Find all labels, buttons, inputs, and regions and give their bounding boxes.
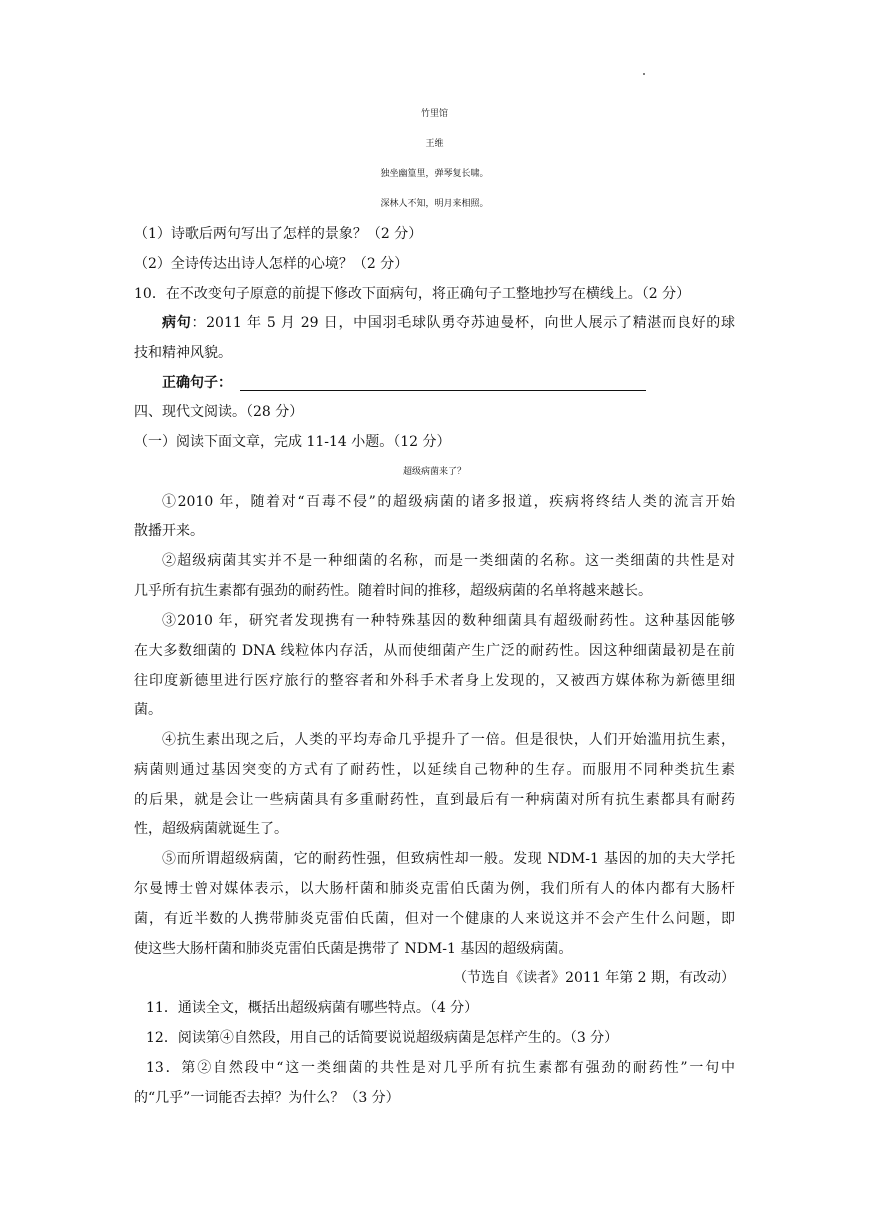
poem-author: 王维 — [425, 139, 444, 149]
paragraph-4-line-2: 病菌则通过基因突变的方式有了耐药性，以延续自己物种的生存。而服用不同种类抗生素 — [134, 762, 735, 778]
paragraph-1-line-1: ①2010 年，随着对“百毒不侵”的超级病菌的诸多报道，疾病将终结人类的流言开始 — [162, 494, 735, 510]
stray-dot-mark — [643, 73, 645, 75]
sick-sentence-line-2: 技和精神风貌。 — [134, 345, 232, 361]
question-13-line-2: 的“几乎”一词能否去掉？为什么？（3 分） — [134, 1090, 400, 1106]
paragraph-2-line-1: ②超级病菌其实并不是一种细菌的名称，而是一类细菌的名称。这一类细菌的共性是对 — [162, 553, 735, 569]
question-11: 11．通读全文，概括出超级病菌有哪些特点。（4 分） — [146, 1000, 479, 1016]
source-note: （节选自《读者》2011 年第 2 期，有改动） — [453, 970, 735, 986]
poem-line-2: 深林人不知，明月来相照。 — [380, 199, 489, 209]
paragraph-3-line-2: 在大多数细菌的 DNA 线粒体内存活，从而使细菌产生广泛的耐药性。因这种细菌最初是在前 — [134, 643, 735, 659]
question-13-line-1: 13．第②自然段中“这一类细菌的共性是对几乎所有抗生素都有强劲的耐药性”一句中 — [146, 1060, 735, 1076]
paragraph-5-line-1: ⑤而所谓超级病菌，它的耐药性强，但致病性却一般。发现 NDM-1 基因的加的夫大学托 — [162, 851, 735, 867]
poem-title: 竹里馆 — [420, 109, 448, 119]
paragraph-4-line-1: ④抗生素出现之后，人类的平均寿命几乎提升了一倍。但是很快，人们开始滥用抗生素， — [162, 732, 735, 748]
paragraph-3-line-4: 菌。 — [134, 702, 162, 718]
paragraph-3-line-3: 往印度新德里进行医疗旅行的整容者和外科手术者身上发现的，又被西方媒体称为新德里细 — [134, 673, 735, 689]
article-title: 超级病菌来了？ — [402, 467, 466, 477]
paragraph-5-line-2: 尔曼博士曾对媒体表示，以大肠杆菌和肺炎克雷伯氏菌为例，我们所有人的体内都有大肠杆 — [134, 881, 735, 897]
paragraph-5-line-4: 使这些大肠杆菌和肺炎克雷伯氏菌是携带了 NDM-1 基因的超级病菌。 — [134, 941, 573, 957]
sick-sentence-label: 病句 — [162, 315, 192, 331]
paragraph-4-line-4: 性，超级病菌就诞生了。 — [134, 821, 288, 837]
paragraph-3-line-1: ③2010 年，研究者发现携有一种特殊基因的数种细菌具有超级耐药性。这种基因能够 — [162, 613, 735, 629]
section-4-heading: 四、现代文阅读。（28 分） — [134, 404, 304, 420]
correct-sentence-label: 正确句子： — [162, 375, 232, 391]
paragraph-4-line-3: 的后果，就是会让一些病菌具有多重耐药性，直到最后有一种病菌对所有抗生素都具有耐药 — [134, 792, 735, 808]
question-10-prompt: 10．在不改变句子原意的前提下修改下面病句，将正确句子工整地抄写在横线上。（2 分） — [134, 286, 691, 302]
poem-question-2: （2）全诗传达出诗人怎样的心境？（2 分） — [134, 256, 409, 272]
answer-blank-line — [240, 390, 646, 391]
question-12: 12．阅读第④自然段，用自己的话简要说说超级病菌是怎样产生的。（3 分） — [146, 1030, 619, 1046]
poem-question-1: （1）诗歌后两句写出了怎样的景象？（2 分） — [134, 226, 423, 242]
paragraph-5-line-3: 菌，有近半数的人携带肺炎克雷伯氏菌，但对一个健康的人来说这并不会产生什么问题，即 — [134, 911, 735, 927]
paragraph-1-line-2: 散播开来。 — [134, 523, 204, 539]
sick-sentence-text: ：2011 年 5 月 29 日，中国羽毛球队勇夺苏迪曼杯，向世人展示了精湛而良好的球 — [191, 315, 736, 331]
paragraph-2-line-2: 几乎所有抗生素都有强劲的耐药性。随着时间的推移，超级病菌的名单将越来越长。 — [134, 583, 652, 599]
sick-sentence-line-1 — [162, 313, 735, 333]
section-4-sub-heading: （一）阅读下面文章，完成 11-14 小题。（12 分） — [134, 434, 451, 450]
poem-line-1: 独坐幽篁里，弹琴复长啸。 — [380, 169, 489, 179]
